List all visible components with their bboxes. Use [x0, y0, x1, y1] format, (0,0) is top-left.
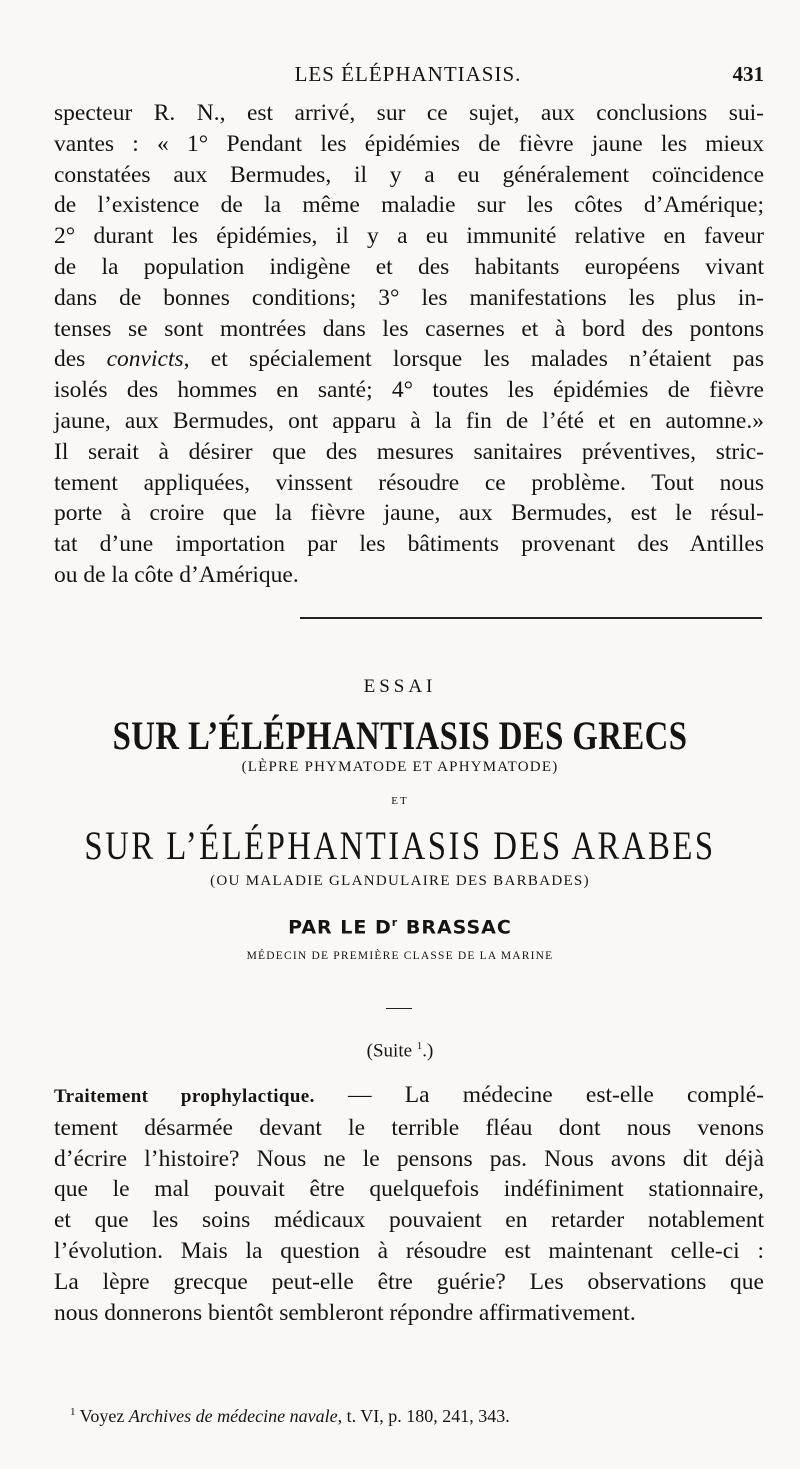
- text-line: tement appliquées, vinssent résoudre ce problème. Tout nous: [54, 469, 764, 496]
- runin-heading: Traitement prophylactique.: [54, 1086, 315, 1107]
- author-rank: MÉDECIN DE PREMIÈRE CLASSE DE LA MARINE: [246, 950, 554, 962]
- article-conjunction: ET: [391, 795, 409, 807]
- text-fragment: , et spécialement lorsque les malades n’étaient pas: [183, 346, 764, 373]
- text-fragment: — La médecine est-elle complé-: [314, 1082, 764, 1108]
- text-line: Il serait à désirer que des mesures sanitaires préventives, stric-: [54, 438, 764, 465]
- short-divider: [386, 1008, 412, 1009]
- article-subtitle-grecs: (LÈPRE PHYMATODE ET APHYMATODE): [241, 759, 559, 775]
- text-line: vantes : « 1° Pendant les épidémies de fièvre jaune les mieux: [54, 130, 764, 157]
- text-line: que le mal pouvait être quelquefois indéfiniment stationnaire,: [54, 1176, 764, 1203]
- article-kicker: ESSAI: [363, 676, 437, 697]
- article-title-grecs: SUR L’ÉLÉPHANTIASIS DES GRECS: [112, 713, 688, 758]
- text-line: La lèpre grecque peut-elle être guérie? Les observations que: [54, 1268, 764, 1295]
- page-number: 431: [732, 62, 764, 86]
- text-line: tat d’une importation par les bâtiments provenant des Antilles: [54, 531, 764, 558]
- text-line: tenses se sont montrées dans les casernes et à bord des pontons: [54, 315, 764, 342]
- text-fragment: des: [54, 346, 107, 373]
- text-line-runin: [54, 1080, 764, 1113]
- author-prefix: PAR LE D: [288, 916, 392, 939]
- text-line: constatées aux Bermudes, il y a eu généralement coïncidence: [54, 161, 764, 188]
- article-author: [0, 916, 800, 938]
- running-title: LES ÉLÉPHANTIASIS.: [294, 62, 522, 86]
- section-divider: [300, 617, 762, 619]
- text-line: 2° durant les épidémies, il y a eu immunité relative en faveur: [54, 223, 764, 250]
- author-name: BRASSAC: [398, 916, 512, 939]
- article-title-arabes: SUR L’ÉLÉPHANTIASIS DES ARABES: [84, 823, 716, 868]
- paragraph-bermudes: [54, 98, 764, 591]
- text-line-convicts: [54, 344, 764, 375]
- text-line: isolés des hommes en santé; 4° toutes les épidémies de fièvre: [54, 377, 764, 404]
- text-line: de la population indigène et des habitants européens vivant: [54, 253, 764, 280]
- text-line: d’écrire l’histoire? Nous ne le pensons pas. Nous avons dit déjà: [54, 1145, 764, 1172]
- author-title-sup: r: [391, 916, 399, 929]
- text-line: tement désarmée devant le terrible fléau dont nous venons: [54, 1114, 764, 1141]
- text-line: ou de la côte d’Amérique.: [54, 561, 299, 588]
- text-line: de l’existence de la même maladie sur les côtes d’Amérique;: [54, 192, 764, 219]
- italic-word-convicts: convicts: [106, 346, 184, 373]
- paragraph-traitement: [54, 1080, 764, 1328]
- footnote-ref: 1: [416, 1040, 423, 1052]
- footnote: [70, 1406, 510, 1427]
- continuation-note: [0, 1040, 800, 1062]
- text-line: dans de bonnes conditions; 3° les manifestations les plus in-: [54, 284, 764, 311]
- text-line: specteur R. N., est arrivé, sur ce sujet, aux conclusions sui-: [54, 100, 764, 126]
- suite-text: (Suite: [366, 1040, 417, 1062]
- footnote-rest: , t. VI, p. 180, 241, 343.: [337, 1406, 510, 1426]
- footnote-marker: 1: [70, 1406, 76, 1418]
- text-line: et que les soins médicaux pouvaient en retarder notablement: [54, 1207, 764, 1234]
- text-line: l’évolution. Mais la question à résoudre est maintenant celle-ci :: [54, 1237, 764, 1264]
- footnote-prefix: Voyez: [75, 1406, 129, 1426]
- text-line: porte à croire que la fièvre jaune, aux Bermudes, est le résul-: [54, 500, 764, 527]
- text-line: jaune, aux Bermudes, ont apparu à la fin de l’été et en automne.»: [54, 407, 764, 434]
- suite-close: .): [422, 1040, 434, 1062]
- footnote-journal: Archives de médecine navale: [128, 1406, 338, 1426]
- text-line: nous donnerons bientôt sembleront répondre affirmativement.: [54, 1299, 636, 1326]
- page-header: [52, 58, 764, 94]
- article-subtitle-arabes: (OU MALADIE GLANDULAIRE DES BARBADES): [210, 873, 590, 889]
